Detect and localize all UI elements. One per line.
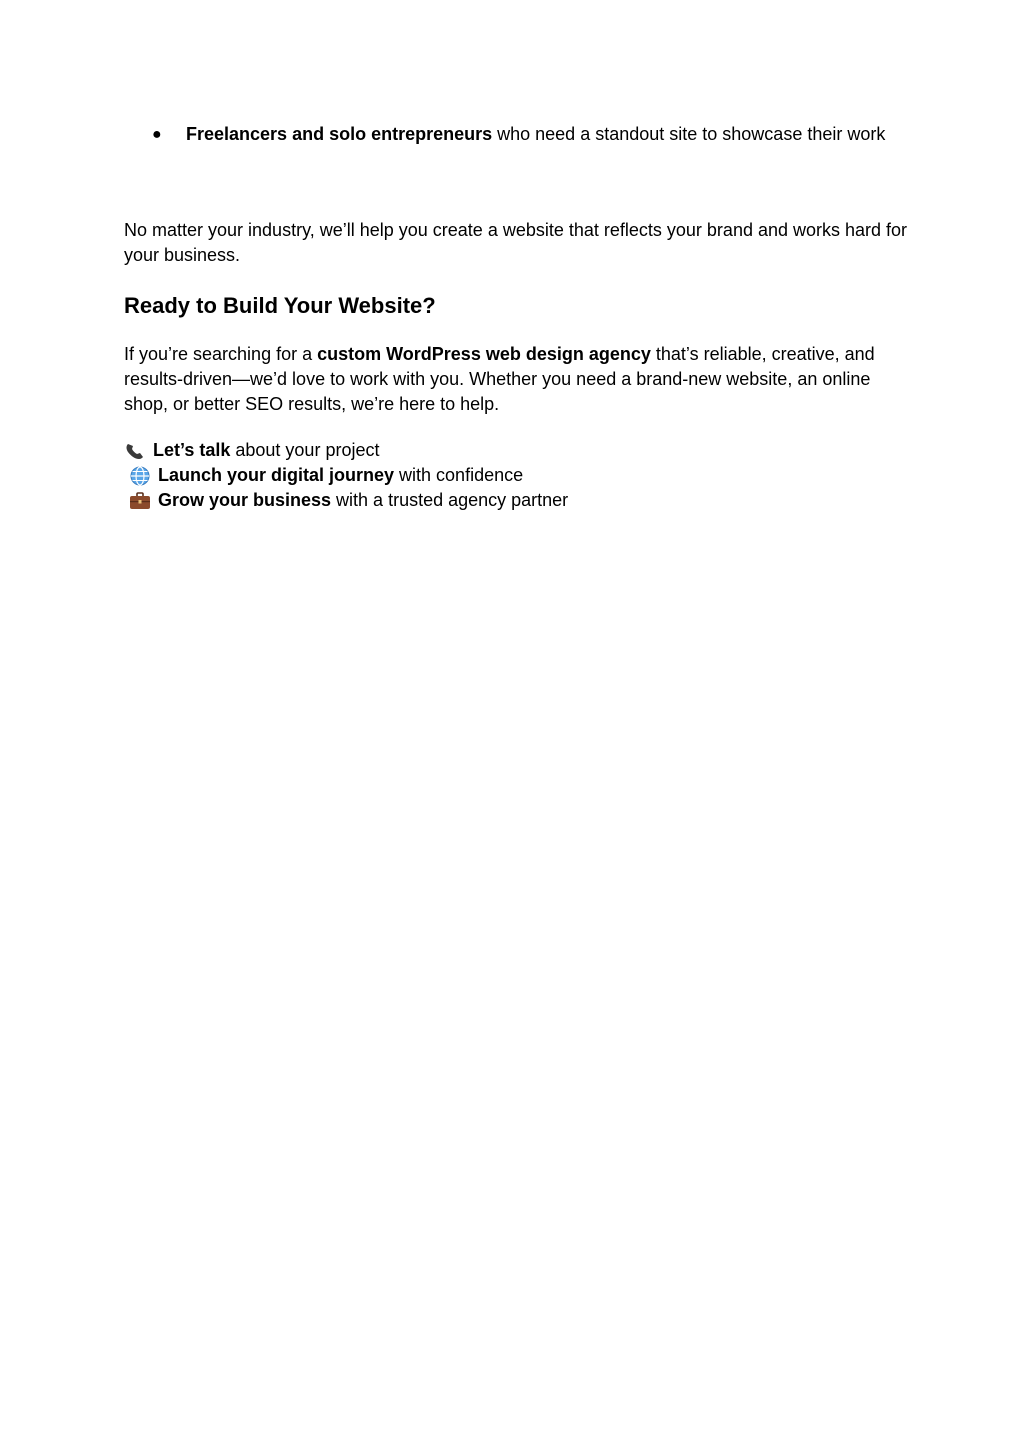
bullet-rest-text: who need a standout site to showcase their work [492, 124, 886, 144]
agency-paragraph-rest: that’s reliable, creative, and results-driven—we’d love to work with you. Whether you need a brand-new website, an online shop, or better SEO results, we’re here to help. [124, 344, 875, 414]
cta-line-talk [124, 438, 914, 463]
cta-list [124, 438, 914, 513]
agency-paragraph [124, 342, 914, 417]
agency-paragraph-intro: If you’re searching for a [124, 344, 318, 364]
cta-line-grow [124, 488, 914, 513]
agency-paragraph-bold: custom WordPress web design agency [317, 344, 651, 364]
cta-grow-rest: with a trusted agency partner [331, 490, 569, 510]
bullet-text [186, 122, 912, 147]
cta-launch-rest: with confidence [394, 465, 524, 485]
telephone-receiver-icon [124, 441, 148, 459]
cta-talk-bold: Let’s talk [153, 440, 231, 460]
briefcase-icon [129, 491, 153, 509]
globe-icon [129, 466, 153, 484]
cta-grow-bold: Grow your business [158, 490, 332, 510]
cta-line-launch [124, 463, 914, 488]
bullet-bold-text: Freelancers and solo entrepreneurs [186, 124, 493, 144]
cta-talk-rest: about your project [230, 440, 380, 460]
bullet-marker: ● [152, 126, 162, 143]
section-heading: Ready to Build Your Website? [124, 293, 436, 318]
industry-paragraph: No matter your industry, we’ll help you create a website that reflects your brand and works hard for your business. [124, 220, 908, 265]
cta-launch-bold: Launch your digital journey [158, 465, 395, 485]
